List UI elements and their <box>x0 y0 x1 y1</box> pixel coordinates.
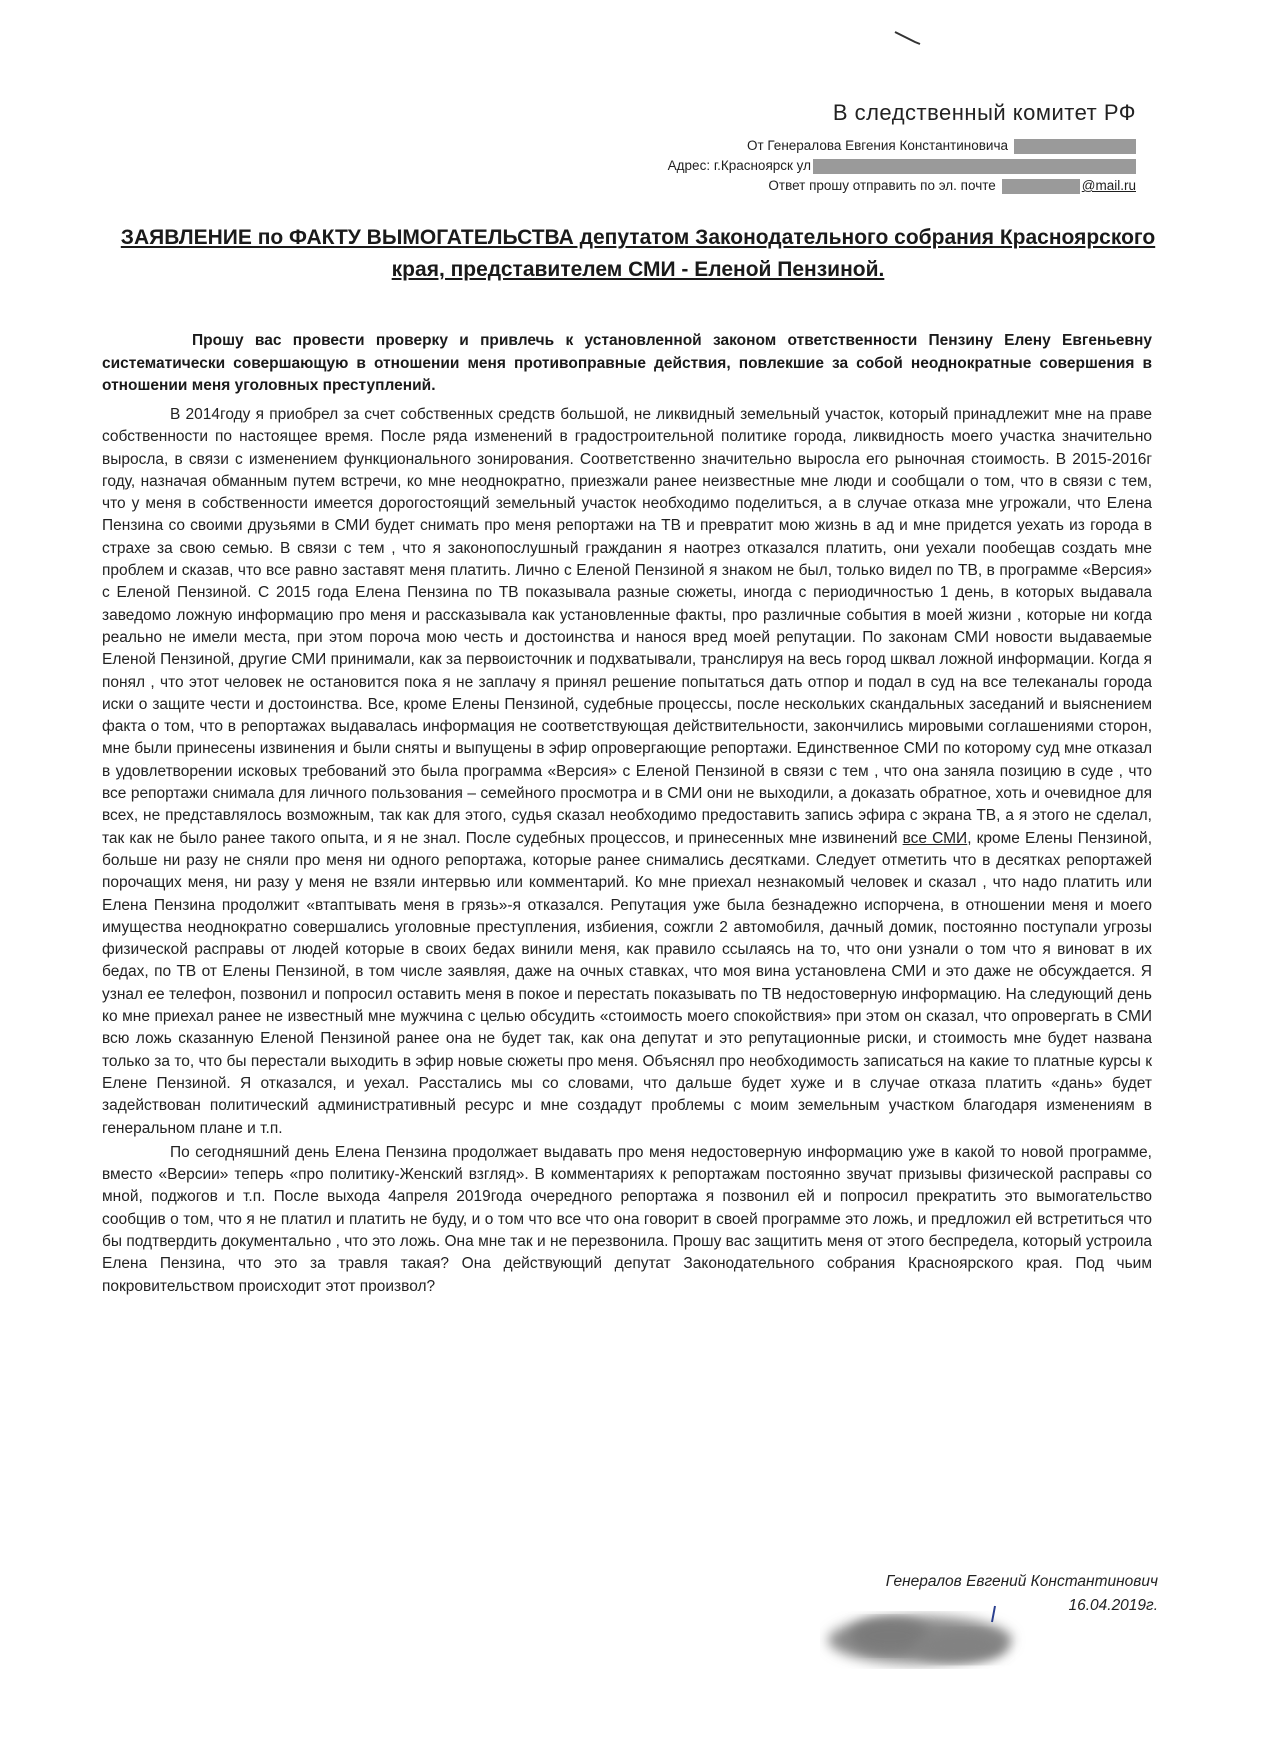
body-paragraph: По сегодняшний день Елена Пензина продолжает выдавать про меня недостоверную информацию уже в какой то новой программе, вместо «Версии» теперь «про политику-Женский взгляд». В комментариях к репортажам постоянно звучат призывы физической расправы со мной, поджогов и т.п. После выхода 4апреля 2019года очередного репортажа я позвонил ей и попросил прекратить это вымогательство сообщив о том, что я не платил и платить не буду, и о том что все что она говорит в своей программе это ложь, и предложил ей встретиться что бы подтвердить документально , что это ложь. Она мне так и не перезвонила. Прошу вас защитить меня от этого беспредела, который устроила Елена Пензина, что это за травля такая? Она действующий депутат Законодательного собрания Красноярского края. Под чьим покровительством происходит этот произвол? <box>102 1143 1152 1295</box>
document-body <box>102 404 1152 1298</box>
document-title: ЗАЯВЛЕНИЕ по ФАКТУ ВЫМОГАТЕЛЬСТВА депутатом Законодательного собрания Красноярского края, представителем СМИ - Еленой Пензиной. <box>120 226 1156 281</box>
pen-mark-icon <box>893 28 923 48</box>
redaction-block <box>1002 179 1080 194</box>
reply-label: Ответ прошу отправить по эл. почте <box>768 178 996 193</box>
blurred-signature-icon <box>820 1600 1030 1680</box>
letter-header <box>668 100 1136 196</box>
intro-paragraph: Прошу вас провести проверку и привлечь к установленной законом ответственности Пензину Елену Евгеньевну систематически совершающую в отношении меня противоправные действия, повлекшие за собой неоднократные совершения в отношении меня уголовных преступлений. <box>102 332 1152 394</box>
reply-line <box>668 176 1136 196</box>
signer-name: Генералов Евгений Константинович <box>885 1573 1158 1590</box>
address-label: Адрес: г.Красноярск ул <box>667 158 811 173</box>
sender-line <box>668 136 1136 156</box>
email-domain: @mail.ru <box>1081 178 1136 193</box>
redaction-block <box>813 159 1136 174</box>
redaction-block <box>1014 139 1136 154</box>
body-paragraph <box>102 404 1152 1140</box>
address-line <box>668 156 1136 176</box>
body-text: , кроме Елены Пензиной, больше ни разу не сняли про меня ни одного репортажа, которые ранее снимались десятками. Следует отметить что в десятках репортажей порочащих меня, ни разу у меня не взяли интервью или комментарий. Ко мне приехал незнакомый человек и сказал , что надо платить или Елена Пензина продолжит «втаптывать меня в грязь»-я отказался. Репутация уже была безнадежно испорчена, в отношении меня и моего имущества неоднократно совершались уголовные преступления, избиения, сожгли 2 автомобиля, дачный домик, постоянно поступали угрозы физической расправы от людей которые в своих бедах винили меня, как правило ссылаясь на то, что они узнали о том что я виноват в их бедах, по ТВ от Елены Пензиной, в том числе заявляя, даже на очных ставках, что моя вина установлена СМИ и это даже не обсуждается. Я узнал ее телефон, позвонил и попросил оставить меня в покое и перестать показывать по ТВ недостоверную информацию. На следующий день ко мне приехал ранее не известный мне мужчина с целью обсудить «стоимость моего спокойствия» при этом он сказал, что опровергать в СМИ всю ложь сказанную Еленой Пензиной ранее она не будет так, как она депутат и это репутационные риски, и стоимость мне будет названа только за то, что бы перестали выходить в эфир новые сюжеты про меня. Объяснял про необходимость записаться на какие то платные курсы к Елене Пензиной. Я отказался, и уехал. Расстались мы со словами, что дальше будет хуже и в случае отказа платить «дань» будет задействован политический административный ресурс и мне создадут проблемы с моим земельным участком благодаря изменениям в генеральном плане и т.п. <box>102 829 1152 1137</box>
signature-date: 16.04.2019г. <box>1068 1597 1158 1614</box>
underlined-text: все СМИ <box>902 829 968 847</box>
sender-label: От Генералова Евгения Константиновича <box>746 138 1008 153</box>
addressee: В следственный комитет РФ <box>832 100 1136 125</box>
body-text: В 2014году я приобрел за счет собственных средств большой, не ликвидный земельный участок, который принадлежит мне на праве собственности по настоящее время. После ряда изменений в градостроительной политике города, ликвидность моего участка значительно выросла, в связи с изменением функционального зонирования. Соответственно значительно выросла его рыночная стоимость. В 2015-2016г году, назначая обманным путем встречи, ко мне неоднократно, приезжали ранее неизвестные мне люди и сообщали о том, что в связи с тем, что у меня в собственности имеется дорогостоящий земельный участок необходимо поделиться, а в случае отказа мне угрожали, что Елена Пензина со своими друзьями в СМИ будет снимать про меня репортажи на ТВ и превратит мою жизнь в ад и мне придется уехать из города в страхе за свою семью. В связи с тем , что я законопослушный гражданин я наотрез отказался платить, они уехали пообещав создать мне проблем и сказав, что все равно заставят меня платить. Лично с Еленой Пензиной я знаком не был, только видел по ТВ, в программе «Версия» с Еленой Пензиной. С 2015 года Елена Пензина по ТВ показывала разные сюжеты, иногда с периодичностью 1 день, в которых выдавала заведомо ложную информацию про меня и рассказывала как установленные факты, про различные события в моей жизни , которые ни когда реально не имели места, при этом пороча мою честь и достоинства и нанося вред моей репутации. По законам СМИ новости выдаваемые Еленой Пензиной, другие СМИ принимали, как за первоисточник и подхватывали, транслируя на весь город шквал ложной информации. Когда я понял , что этот человек не остановится пока я не заплачу я принял решение попытаться дать отпор и подал в суд на все телеканалы города иски о защите чести и достоинства. Все, кроме Елены Пензиной, судебные процессы, после нескольких скандальных заседаний и выяснением факта о том, что в репортажах выдавалась информация не соответствующая действительности, закончились мировыми соглашениями сторон, мне были принесены извинения и были сняты и выпущены в эфир опровергающие репортажи. Единственное СМИ по которому суд мне отказал в удовлетворении исковых требований это была программа «Версия» с Еленой Пензиной в связи с тем , что она заняла позицию в суде , что все репортажи снимала для личного пользования – семейного просмотра и в СМИ они не выходили, а доказать обратное, хоть и очевидное для всех, не представлялось возможным, так как для этого, судья сказал необходимо предоставить запись эфира с экрана ТВ, а я этого не сделал, так как не было ранее такого опыта, и я не знал. После судебных процессов, и принесенных мне извинений <box>102 406 1152 847</box>
